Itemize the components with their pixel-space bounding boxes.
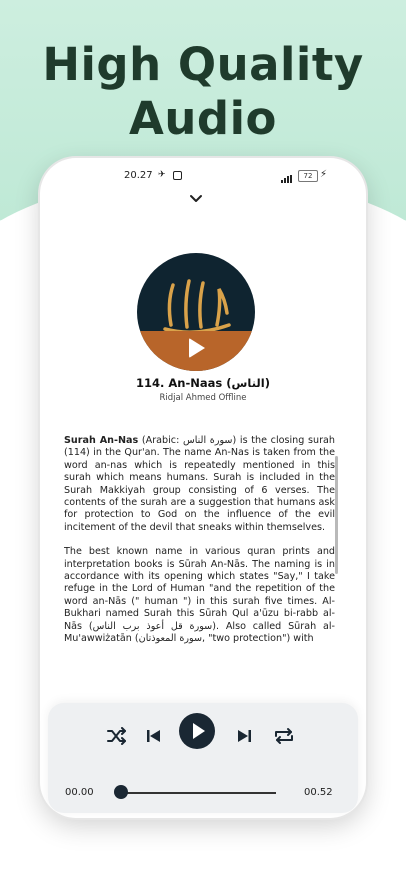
signal-icon bbox=[281, 172, 293, 183]
skip-previous-icon[interactable] bbox=[146, 729, 162, 743]
collapse-chevron-icon[interactable] bbox=[187, 191, 205, 207]
phone-frame bbox=[40, 158, 366, 818]
repeat-icon[interactable] bbox=[273, 727, 295, 745]
reciter-name: Ridjal Ahmed Offline bbox=[159, 393, 247, 403]
description-paragraph-2: The best known name in various quran prints and interpretation books is Sūrah An-Nās. The naming is in accordance with its opening which states "Say," I take refuge in the Lord of Human "and the repetition of the word an-Nās (" human ") in this surah five times. Al-Bukhari named Surah this Sūrah Qul a'ūzu bi-rabb al-Nās (سورة قل أعوذ برب الناس). Also called Sūrah al-Mu'awwiżatān (سورة المعوذتان, "two protection") with bbox=[64, 546, 335, 645]
shuffle-icon[interactable] bbox=[106, 727, 128, 745]
instagram-icon bbox=[173, 171, 182, 180]
seek-bar-thumb[interactable] bbox=[114, 785, 128, 799]
track-title: 114. An-Naas (الناس) bbox=[136, 376, 270, 390]
time-total: 00.52 bbox=[304, 787, 333, 798]
description-scrollbar[interactable] bbox=[335, 456, 338, 574]
description-paragraph-1 bbox=[64, 435, 335, 534]
promo-headline bbox=[0, 38, 406, 146]
seek-bar[interactable] bbox=[122, 792, 276, 794]
artwork-play-icon bbox=[189, 338, 205, 358]
promo-headline-line2: Audio bbox=[129, 92, 277, 145]
status-time: 20.27 bbox=[124, 170, 153, 181]
play-button[interactable] bbox=[179, 713, 215, 749]
telegram-icon: ✈ bbox=[158, 170, 166, 180]
time-elapsed: 00.00 bbox=[65, 787, 94, 798]
status-bar bbox=[40, 170, 366, 186]
description-lead: Surah An-Nas bbox=[64, 435, 139, 446]
charging-icon: ⚡ bbox=[320, 169, 328, 180]
description-p1-text: (Arabic: سورة الناس) is the closing surah (114) in the Qur'an. The name An-Nas is taken from the word an-nas which is repeatedly mentioned in this surah which means humans. Surah is included in the Surah Makkiyah group consisting of 6 verses. The contents of the surah are a suggestion that humans ask for protection to God on the influence of the evil incitement of the devil that sneaks within themselves. bbox=[64, 435, 335, 533]
battery-icon: 72 bbox=[298, 170, 318, 182]
skip-next-icon[interactable] bbox=[236, 729, 252, 743]
audio-player bbox=[48, 703, 358, 813]
promo-headline-line1: High Quality bbox=[42, 38, 364, 91]
surah-description bbox=[64, 435, 335, 718]
album-artwork[interactable] bbox=[137, 253, 255, 371]
